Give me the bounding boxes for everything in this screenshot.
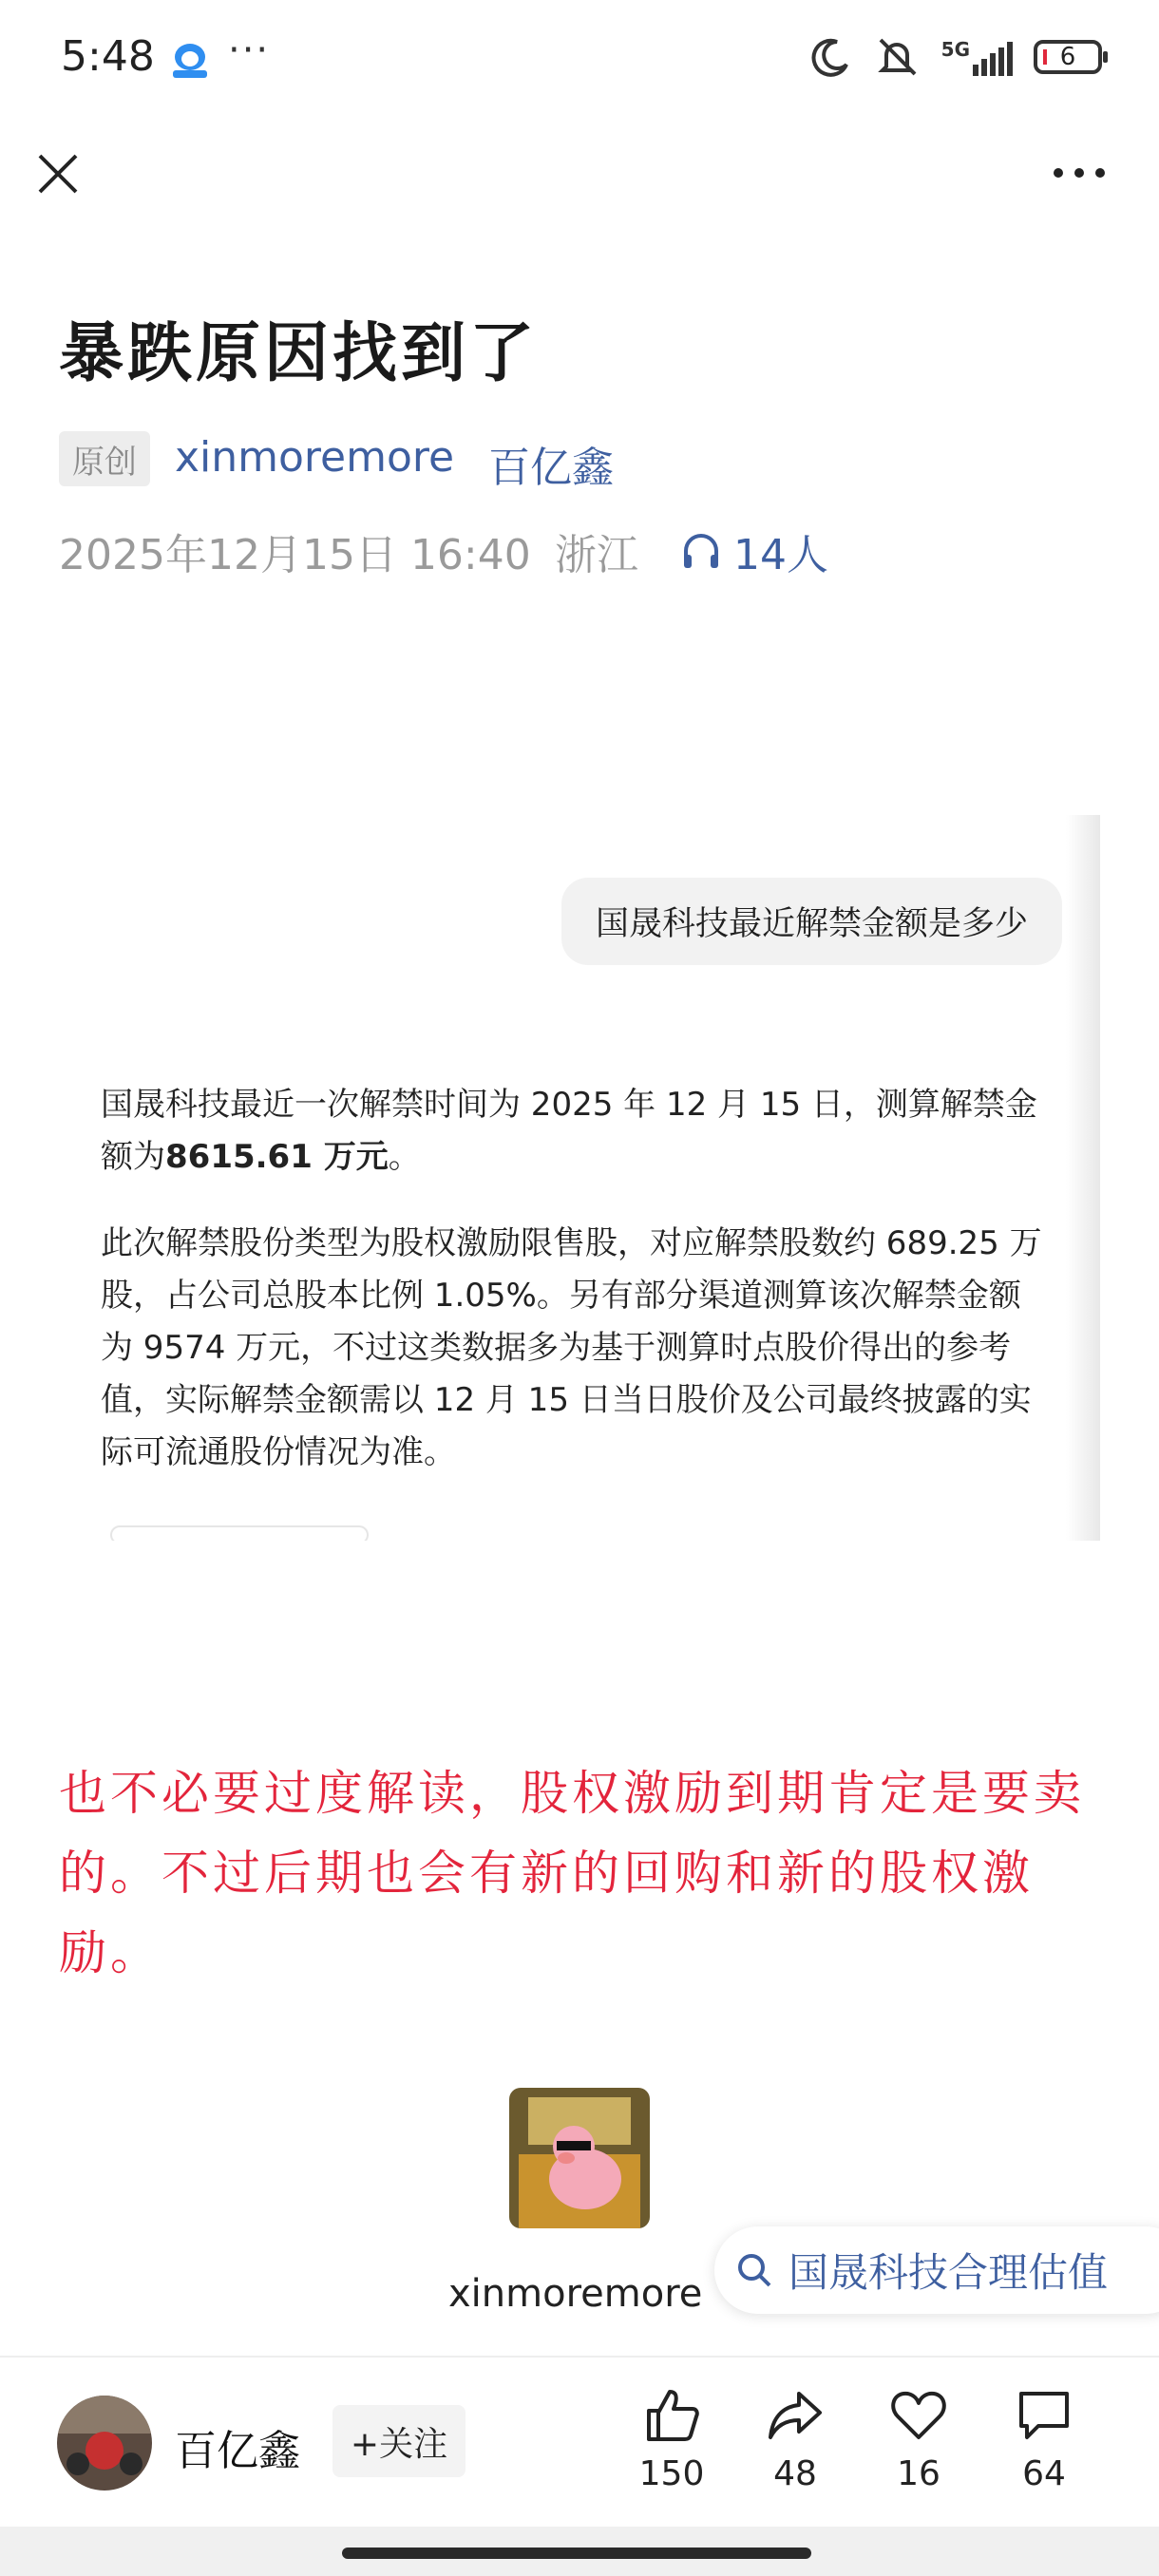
more-horizontal-icon [1051, 152, 1108, 194]
close-icon [32, 148, 84, 199]
close-button[interactable] [32, 148, 84, 199]
comment-count: 64 [1022, 2454, 1066, 2493]
battery-level: 6 [1059, 43, 1076, 71]
embedded-screenshot[interactable] [59, 815, 1100, 1541]
share-button[interactable] [743, 2384, 847, 2493]
author-avatar[interactable] [509, 2088, 650, 2228]
status-icons [810, 36, 1102, 78]
comment-icon [1014, 2384, 1074, 2445]
card-edge [110, 1525, 369, 1541]
listen-button[interactable] [680, 521, 828, 581]
listener-count: 14人 [733, 531, 828, 579]
like-button[interactable] [619, 2384, 724, 2493]
author-comment: 也不必要过度解读，股权激励到期肯定是要卖的。不过后期也会有新的回购和新的股权激励。 [59, 1766, 1085, 1980]
comment-button[interactable] [992, 2384, 1096, 2493]
author-link[interactable]: xinmoremore [175, 433, 455, 482]
avatar-image-icon [57, 2396, 152, 2491]
thumbs-up-icon [641, 2384, 702, 2445]
answer-text [101, 1079, 1051, 1513]
bottom-author-name[interactable]: 百亿鑫 [175, 2427, 300, 2475]
battery-icon [1034, 40, 1102, 74]
unlock-amount: 8615.61 万元 [165, 1138, 389, 1176]
more-button[interactable] [1051, 152, 1108, 194]
bottom-author-avatar[interactable] [57, 2396, 152, 2491]
like-count: 150 [638, 2454, 705, 2493]
app-notification-icon [169, 42, 211, 80]
publish-date: 2025年12月15日 16:40 [59, 531, 531, 579]
share-count: 48 [773, 2454, 817, 2493]
network-type: 5G [940, 38, 970, 61]
search-suggestion[interactable] [714, 2226, 1159, 2314]
status-more-icon: ··· [228, 28, 271, 72]
column-link[interactable]: 百亿鑫 [488, 444, 614, 492]
heart-icon [888, 2384, 949, 2445]
original-tag: 原创 [59, 431, 150, 486]
share-icon [765, 2384, 826, 2445]
favorite-count: 16 [897, 2454, 940, 2493]
headphones-icon [680, 530, 722, 572]
answer-paragraph-2: 此次解禁股份类型为股权激励限售股，对应解禁股数约 689.25 万股，占公司总股本比例 1.05%。另有部分渠道测算该次解禁金额为 9574 万元，不过这类数据多为基于测算时点股价得出的参考值，实际解禁金额需以 12 月 15 日当日股价及公司最终披露的实际可流通股份情况为准。 [101, 1224, 1042, 1471]
mute-bell-icon [873, 36, 921, 78]
favorite-button[interactable] [866, 2384, 971, 2493]
follow-button[interactable]: +关注 [332, 2405, 466, 2477]
search-suggestion-text: 国晟科技合理估值 [788, 2249, 1109, 2296]
article-title: 暴跌原因找到了 [59, 316, 539, 391]
signal-icon [941, 38, 1013, 76]
answer-paragraph-1: 国晟科技最近一次解禁时间为 2025 年 12 月 15 日，测算解禁金额为8615.61 万元。 [101, 1086, 1037, 1176]
status-time: 5:48 [61, 32, 155, 81]
divider [0, 2356, 1159, 2358]
author-card-name[interactable]: xinmoremore [448, 2272, 703, 2316]
screenshot-edge-shadow [1066, 815, 1100, 1541]
question-bubble: 国晟科技最近解禁金额是多少 [561, 878, 1062, 965]
search-icon [733, 2249, 775, 2291]
moon-icon [810, 36, 852, 78]
publish-location: 浙江 [555, 531, 638, 579]
pig-avatar-icon [509, 2088, 650, 2228]
home-indicator[interactable] [342, 2548, 811, 2559]
